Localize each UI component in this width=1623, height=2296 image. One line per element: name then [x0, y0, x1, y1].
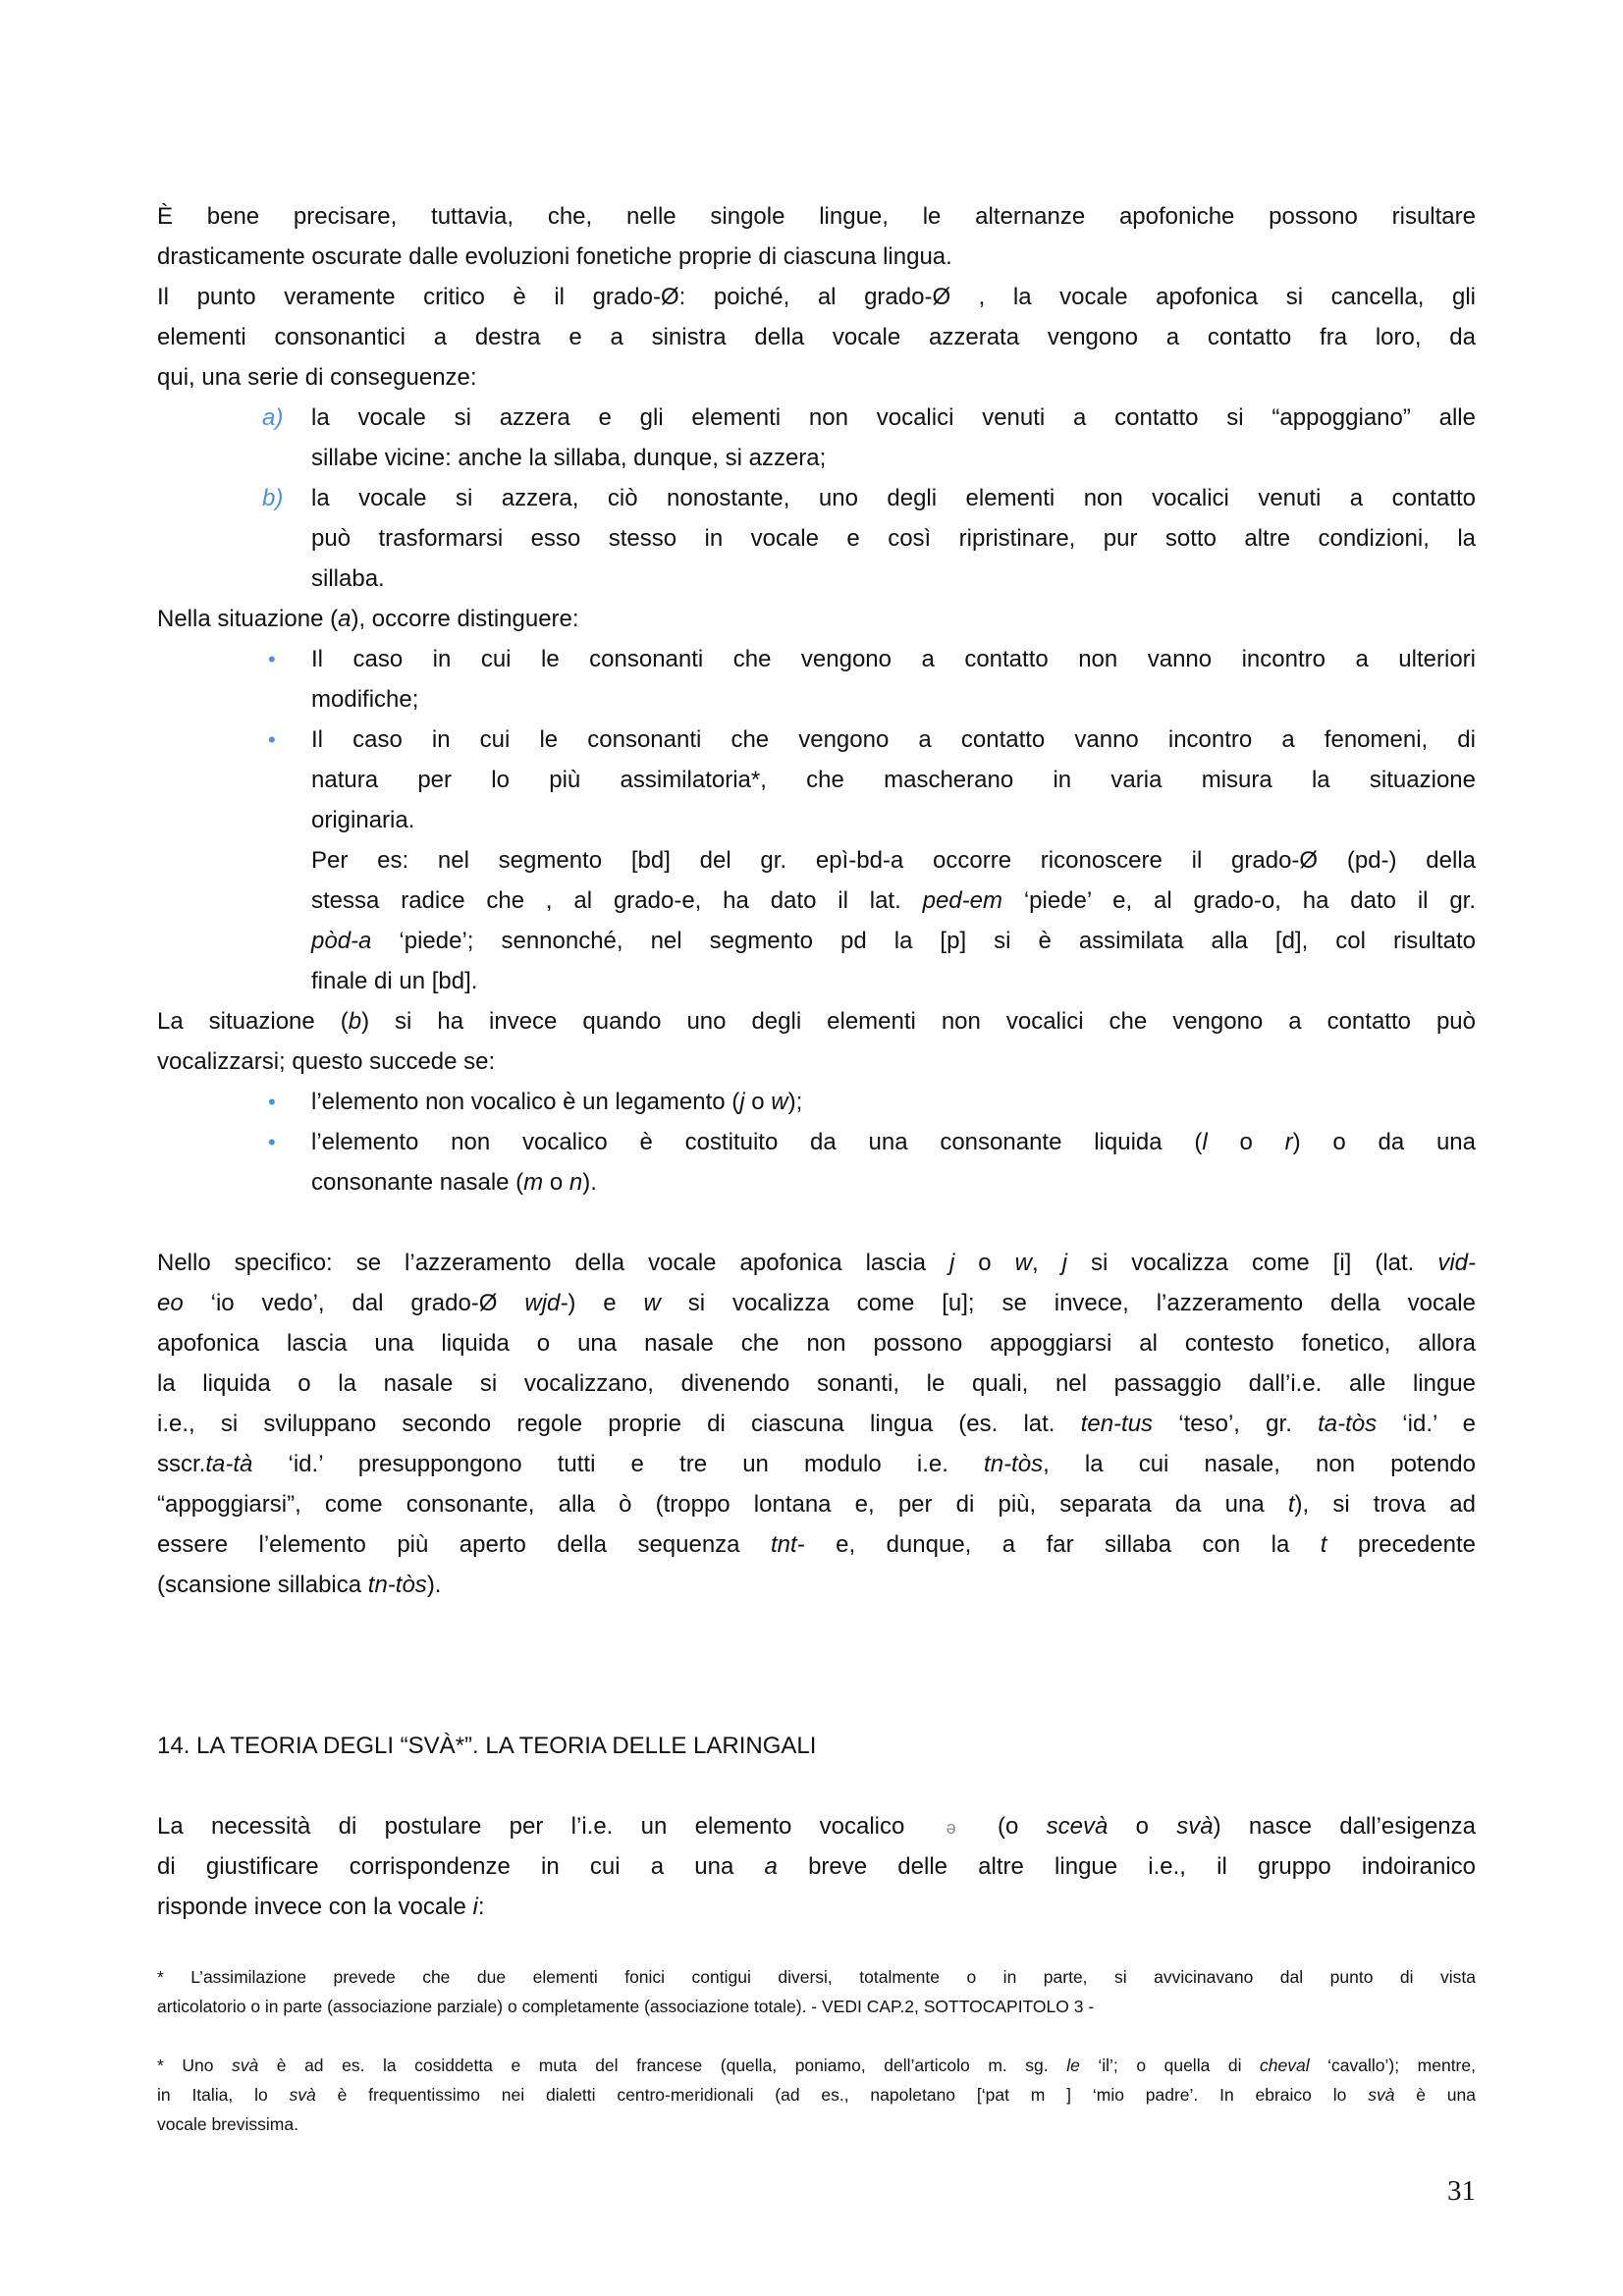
text-segment: svà: [1176, 1813, 1214, 1840]
line-text: [157, 1243, 1476, 1283]
text-segment: “appoggiarsi”, come consonante, alla ò (troppo lontana e, per di più, separata da una: [157, 1491, 1288, 1518]
text-segment: );: [787, 1089, 803, 1115]
line-text: [311, 1082, 1476, 1122]
text-segment: cheval: [1260, 2056, 1310, 2075]
text-segment: , la cui nasale, non potendo: [1043, 1451, 1476, 1477]
text-segment: precedente: [1326, 1531, 1476, 1558]
text-segment: consonante nasale (: [311, 1169, 524, 1196]
line-text: [311, 679, 1476, 720]
line-text: [311, 961, 1476, 1001]
text-segment: ‘cavallo’); mentre,: [1309, 2056, 1476, 2075]
text-segment: essere l’elemento più aperto della sequenza: [157, 1531, 771, 1558]
text-segment: o: [954, 1250, 1015, 1276]
line-text: [157, 1444, 1476, 1484]
text-line: [157, 1565, 1476, 1605]
text-line: [157, 196, 1476, 237]
line-text: [157, 277, 1476, 317]
line-text: [157, 1565, 1476, 1605]
page-number: 31: [1447, 2175, 1476, 2207]
text-segment: ‘piede’ e, al grado-o, ha dato il gr.: [1001, 887, 1476, 914]
text-segment: sillabe vicine: anche la sillaba, dunque, si azzera;: [311, 445, 827, 471]
line-text: [157, 1323, 1476, 1363]
blank-line: [157, 1766, 1476, 1806]
text-line: [157, 1323, 1476, 1363]
text-line: [157, 1363, 1476, 1404]
text-segment: i.e., si sviluppano secondo regole proprie di ciascuna lingua (es. lat.: [157, 1411, 1081, 1437]
text-line: [157, 1887, 1476, 1927]
text-line: [157, 2080, 1476, 2109]
text-segment: sscr.: [157, 1451, 206, 1477]
text-segment: ) nasce dall’esigenza: [1213, 1813, 1476, 1840]
text-segment: le: [1066, 2056, 1080, 2075]
text-segment: qui, una serie di conseguenze:: [157, 364, 477, 391]
line-text: [157, 1846, 1476, 1887]
line-text: [157, 2080, 1476, 2109]
text-segment: la vocale si azzera, ciò nonostante, uno degli elementi non vocalici venuti a contatto: [311, 485, 1476, 511]
text-segment: Il caso in cui le consonanti che vengono a contatto vanno incontro a fenomeni, di: [311, 726, 1476, 753]
text-segment: ) o da una: [1292, 1129, 1476, 1155]
text-segment: È bene precisare, tuttavia, che, nelle singole lingue, le alternanze apofoniche possono risultare: [157, 203, 1476, 230]
text-segment: svà: [1368, 2085, 1395, 2105]
list-item-line: [157, 559, 1476, 599]
text-segment: Il punto veramente critico è il grado-Ø: poiché, al grado-Ø , la vocale apofonica si cancella, gli: [157, 284, 1476, 310]
line-text: [157, 1484, 1476, 1524]
text-segment: n: [568, 1169, 583, 1196]
text-segment: apofonica lascia una liquida o una nasale che non possono appoggiarsi al contesto fonetico, allora: [157, 1330, 1476, 1357]
text-segment: vocalizzarsi; questo succede se:: [157, 1048, 496, 1075]
text-segment: è frequentissimo nei dialetti centro-meridionali (ad es., napoletano [‘pat m ] ‘mio padre’. In ebraico lo: [315, 2085, 1369, 2105]
text-segment: risponde invece con la vocale: [157, 1894, 473, 1920]
text-line: [157, 1404, 1476, 1444]
line-text: [311, 559, 1476, 599]
line-text: [311, 1162, 1476, 1202]
text-line: [157, 1806, 1476, 1846]
text-segment: 14. LA TEORIA DEGLI “SVÀ*”. LA TEORIA DELLE LARINGALI: [157, 1733, 817, 1759]
line-text: [311, 921, 1476, 961]
list-item-line: [157, 760, 1476, 800]
blank-line: [157, 1202, 1476, 1243]
blank-line: [157, 1685, 1476, 1726]
text-segment: i: [472, 1894, 478, 1920]
list-item-line: [157, 1162, 1476, 1202]
text-segment: ‘id.’ e: [1377, 1411, 1476, 1437]
text-segment: vid-: [1437, 1250, 1476, 1276]
text-segment: j: [948, 1250, 955, 1276]
line-text: [311, 800, 1476, 840]
section-heading: [157, 1726, 1476, 1766]
list-item-line: [157, 800, 1476, 840]
text-line: [157, 1243, 1476, 1283]
text-segment: tn-tòs: [367, 1572, 427, 1598]
line-text: [311, 438, 1476, 478]
text-segment: (o: [969, 1813, 1047, 1840]
bullet-icon: •: [268, 1090, 276, 1114]
text-line: [157, 1962, 1476, 1992]
line-text: [157, 1041, 1476, 1082]
text-segment: in Italia, lo: [157, 2085, 290, 2105]
bullet-icon: •: [268, 1130, 276, 1154]
text-segment: Nella situazione (: [157, 606, 339, 632]
text-segment: si vocalizza come [u]; se invece, l’azzeramento della vocale: [660, 1290, 1476, 1316]
line-text: [157, 1887, 1476, 1927]
text-segment: può trasformarsi esso stesso in vocale e così ripristinare, pur sotto altre condizioni, la: [311, 525, 1476, 552]
line-text: [157, 196, 1476, 237]
text-segment: elementi consonantici a destra e a sinistra della vocale azzerata vengono a contatto fra loro, da: [157, 324, 1476, 350]
text-line: [157, 1992, 1476, 2021]
line-text: [157, 1363, 1476, 1404]
line-text: [157, 357, 1476, 398]
list-item-line: [157, 398, 1476, 438]
text-line: [157, 277, 1476, 317]
text-segment: articolatorio o in parte (associazione parziale) o completamente (associazione totale). - VEDI CAP.2, SOTTOCAPITOLO 3 -: [157, 1997, 1095, 2016]
line-text: [311, 720, 1476, 760]
text-segment: Il caso in cui le consonanti che vengono a contatto non vanno incontro a ulteriori: [311, 646, 1476, 672]
text-segment: w: [1014, 1250, 1032, 1276]
text-segment: pòd-a: [311, 928, 372, 954]
list-item-line: [157, 840, 1476, 881]
text-segment: modifiche;: [311, 686, 419, 713]
text-segment: t: [1287, 1491, 1295, 1518]
list-item-line: [157, 478, 1476, 518]
line-text: [311, 840, 1476, 881]
line-text: [157, 2051, 1476, 2080]
text-segment: scevà: [1046, 1813, 1109, 1840]
line-text: [157, 1962, 1476, 1992]
blank-line: [157, 1605, 1476, 1645]
text-segment: b: [348, 1008, 362, 1035]
list-item-line: [157, 679, 1476, 720]
text-segment: e, dunque, a far sillaba con la: [804, 1531, 1321, 1558]
text-segment: natura per lo più assimilatoria*, che mascherano in varia misura la situazione: [311, 767, 1476, 793]
text-segment: j: [1061, 1250, 1067, 1276]
text-segment: a: [764, 1853, 778, 1880]
text-segment: r: [1284, 1129, 1293, 1155]
text-segment: Per es: nel segmento [bd] del gr. epì-bd-a occorre riconoscere il grado-Ø (pd-) della: [311, 847, 1476, 874]
bullet-icon: •: [268, 647, 276, 671]
text-segment: stessa radice che , al grado-e, ha dato il lat.: [311, 887, 923, 914]
text-segment: ) e: [568, 1290, 644, 1316]
line-text: [311, 518, 1476, 559]
line-text: [311, 1122, 1476, 1162]
text-segment: ).: [582, 1169, 597, 1196]
line-text: [157, 2109, 1476, 2139]
line-text: [157, 1001, 1476, 1041]
text-segment: o: [744, 1089, 772, 1115]
text-segment: w: [771, 1089, 788, 1115]
text-segment: originaria.: [311, 807, 415, 833]
list-item-line: [157, 881, 1476, 921]
text-segment: è una: [1394, 2085, 1476, 2105]
text-segment: l’elemento non vocalico è costituito da una consonante liquida (: [311, 1129, 1203, 1155]
text-line: [157, 2109, 1476, 2139]
text-segment: :: [477, 1894, 485, 1920]
text-line: [157, 317, 1476, 357]
text-segment: a: [338, 606, 352, 632]
bullet-icon: •: [268, 727, 276, 752]
text-segment: ta-tà: [205, 1451, 253, 1477]
text-segment: finale di un [bd].: [311, 968, 478, 994]
text-segment: La necessità di postulare per l’i.e. un elemento vocalico: [157, 1813, 933, 1840]
list-item-line: [157, 720, 1476, 760]
line-text: [311, 478, 1476, 518]
text-segment: w: [643, 1290, 661, 1316]
text-segment: o: [543, 1169, 569, 1196]
text-segment: o: [1108, 1813, 1177, 1840]
text-segment: * Uno: [157, 2056, 233, 2075]
text-line: [157, 1524, 1476, 1565]
text-segment: svà: [289, 2085, 316, 2105]
text-segment: breve delle altre lingue i.e., il gruppo indoiranico: [777, 1853, 1476, 1880]
text-segment: ‘io vedo’, dal grado-Ø: [183, 1290, 525, 1316]
text-segment: ‘id.’ presuppongono tutti e tre un modulo i.e.: [252, 1451, 985, 1477]
text-segment: l: [1202, 1129, 1208, 1155]
line-text: [157, 1992, 1476, 2021]
line-text: [157, 599, 1476, 639]
text-segment: o: [1207, 1129, 1285, 1155]
line-text: [157, 1806, 1476, 1846]
line-text: [157, 1283, 1476, 1323]
line-text: [157, 317, 1476, 357]
line-text: [157, 1404, 1476, 1444]
blank-line: [157, 2021, 1476, 2051]
text-segment: t: [1320, 1531, 1327, 1558]
list-item-line: [157, 438, 1476, 478]
line-text: [157, 1524, 1476, 1565]
list-item-line: [157, 961, 1476, 1001]
line-text: [157, 237, 1476, 277]
text-line: [157, 1041, 1476, 1082]
text-line: [157, 1001, 1476, 1041]
text-line: [157, 357, 1476, 398]
text-line: [157, 1846, 1476, 1887]
text-line: [157, 599, 1476, 639]
list-item-line: [157, 1122, 1476, 1162]
text-segment: j: [739, 1089, 745, 1115]
main-text: [157, 196, 1476, 1927]
text-segment: vocale brevissima.: [157, 2114, 298, 2134]
text-segment: ), occorre distinguere:: [351, 606, 579, 632]
line-text: [311, 881, 1476, 921]
text-segment: Nello specifico: se l’azzeramento della vocale apofonica lascia: [157, 1250, 949, 1276]
text-segment: la liquida o la nasale si vocalizzano, divenendo sonanti, le quali, nel passaggio dall’i.e. alle lingue: [157, 1370, 1476, 1397]
list-marker: a): [262, 404, 284, 431]
text-segment: tn-tòs: [984, 1451, 1044, 1477]
text-segment: ped-em: [922, 887, 1002, 914]
list-item-line: [157, 518, 1476, 559]
text-segment: ).: [426, 1572, 442, 1598]
text-segment: ten-tus: [1080, 1411, 1154, 1437]
text-segment: (scansione sillabica: [157, 1572, 368, 1598]
text-line: [157, 237, 1476, 277]
text-segment: sillaba.: [311, 565, 385, 592]
blank-line: [157, 1645, 1476, 1685]
text-segment: ), si trova ad: [1294, 1491, 1476, 1518]
text-segment: * L’assimilazione prevede che due elementi fonici contigui diversi, totalmente o in parte, si avvicinavano dal punto di vista: [157, 1967, 1476, 1987]
footnotes: [157, 1962, 1476, 2139]
text-segment: La situazione (: [157, 1008, 349, 1035]
text-line: [157, 1283, 1476, 1323]
text-segment: tnt-: [770, 1531, 805, 1558]
text-segment: svà: [232, 2056, 259, 2075]
text-segment: ,: [1031, 1250, 1062, 1276]
text-segment: wjd-: [524, 1290, 568, 1316]
list-item-line: [157, 1082, 1476, 1122]
text-line: [157, 1484, 1476, 1524]
text-segment: ‘il’; o quella di: [1079, 2056, 1261, 2075]
text-segment: drasticamente oscurate dalle evoluzioni fonetiche proprie di ciascuna lingua.: [157, 243, 952, 270]
text-segment: ) si ha invece quando uno degli elementi non vocalici che vengono a contatto può: [361, 1008, 1476, 1035]
text-segment: di giustificare corrispondenze in cui a una: [157, 1853, 765, 1880]
line-text: [157, 1726, 1476, 1766]
text-segment: ‘teso’, gr.: [1153, 1411, 1319, 1437]
text-segment: l’elemento non vocalico è un legamento (: [311, 1089, 740, 1115]
text-segment: si vocalizza come [i] (lat.: [1066, 1250, 1438, 1276]
text-segment: la vocale si azzera e gli elementi non vocalici venuti a contatto si “appoggiano” alle: [311, 404, 1476, 431]
text-segment: ‘piede’; sennonché, nel segmento pd la [p] si è assimilata alla [d], col risultato: [371, 928, 1476, 954]
text-line: [157, 1444, 1476, 1484]
line-text: [311, 639, 1476, 679]
list-marker: b): [262, 485, 284, 511]
text-segment: eo: [157, 1290, 184, 1316]
text-segment: ta-tòs: [1318, 1411, 1378, 1437]
text-segment: ə: [946, 1818, 956, 1838]
list-item-line: [157, 921, 1476, 961]
line-text: [311, 398, 1476, 438]
line-text: [311, 760, 1476, 800]
text-line: [157, 2051, 1476, 2080]
text-segment: m: [523, 1169, 544, 1196]
text-segment: è ad es. la cosiddetta e muta del francese (quella, poniamo, dell’articolo m. sg.: [258, 2056, 1067, 2075]
list-item-line: [157, 639, 1476, 679]
